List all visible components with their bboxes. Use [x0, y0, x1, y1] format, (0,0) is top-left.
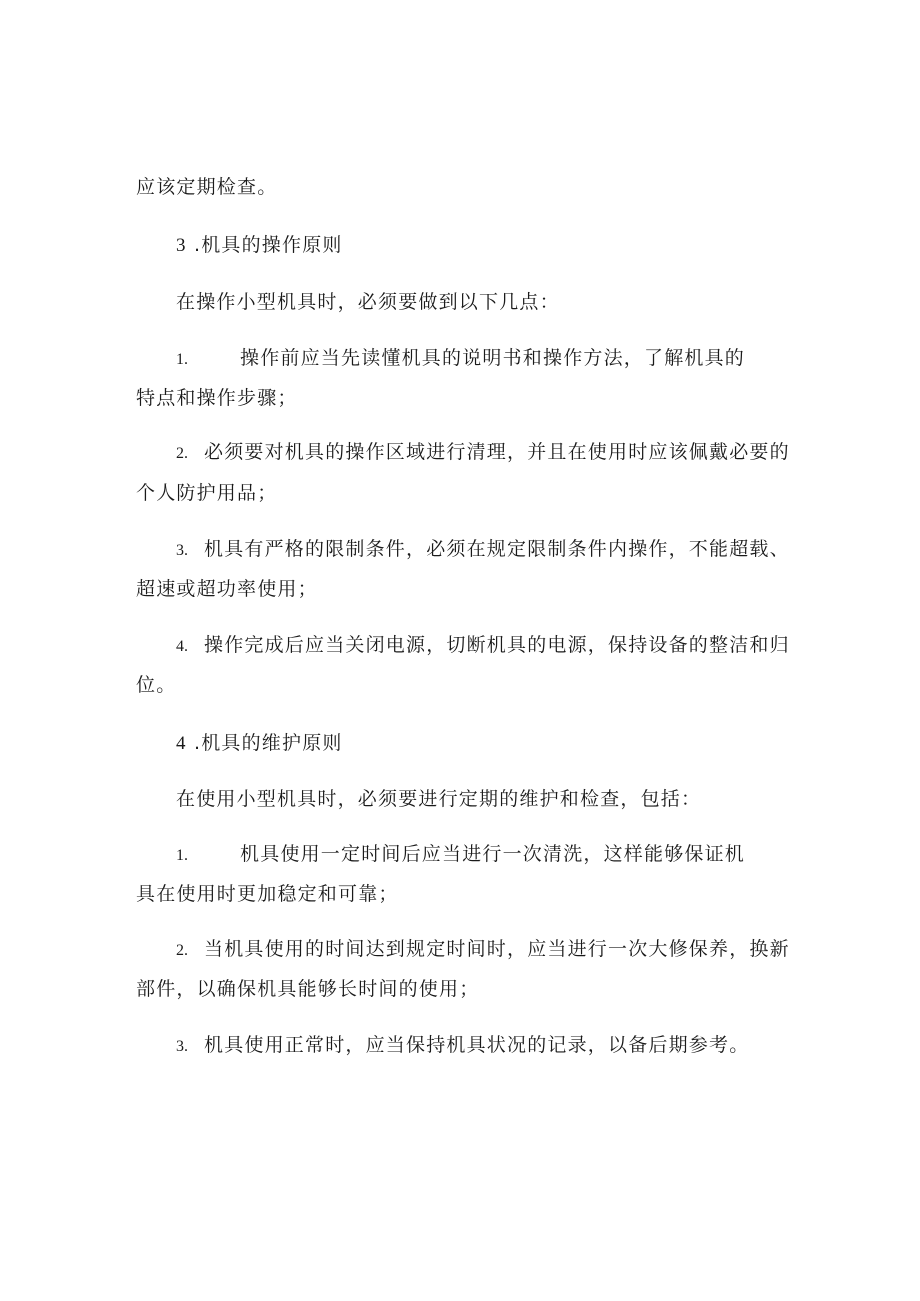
list-number: 4.: [176, 638, 188, 655]
list-number: 3.: [176, 1038, 188, 1055]
section-4-number: 4: [176, 733, 187, 754]
section-3-item-2-cont: 个人防护用品；: [136, 482, 278, 504]
list-item-text: 操作完成后应当关闭电源，切断机具的电源，保持设备的整洁和归: [204, 634, 790, 656]
list-item-text: 必须要对机具的操作区域进行清理，并且在使用时应该佩戴必要的: [204, 441, 790, 463]
list-item-text: 机具使用正常时，应当保持机具状况的记录，以备后期参考。: [204, 1034, 750, 1056]
list-item-text: 机具使用一定时间后应当进行一次清洗，这样能够保证机: [240, 843, 746, 865]
list-item-text: 操作前应当先读懂机具的说明书和操作方法，了解机具的: [240, 347, 746, 369]
section-3-item-3-cont: 超速或超功率使用；: [136, 578, 318, 600]
list-number: 2.: [176, 445, 188, 462]
section-3-item-1: [176, 346, 745, 372]
section-4-item-3: [176, 1033, 749, 1059]
list-item-text: 机具有严格的限制条件，必须在规定限制条件内操作，不能超载、: [204, 538, 790, 560]
section-3-intro: 在操作小型机具时，必须要做到以下几点：: [176, 291, 560, 313]
section-3-item-3: [176, 537, 790, 563]
list-number: 1.: [176, 351, 188, 368]
section-4-heading: [176, 731, 343, 756]
section-3-title: .机具的操作原则: [193, 234, 343, 256]
section-4-item-2: [176, 937, 790, 963]
list-item-text: 当机具使用的时间达到规定时间时，应当进行一次大修保养，换新: [204, 938, 790, 960]
section-4-item-1-cont: 具在使用时更加稳定和可靠；: [136, 883, 399, 905]
list-number: 2.: [176, 942, 188, 959]
section-3-item-1-cont: 特点和操作步骤；: [136, 387, 298, 409]
section-3-number: 3: [176, 235, 187, 256]
list-number: 3.: [176, 542, 188, 559]
section-3-item-4-cont: 位。: [136, 674, 177, 696]
section-3-item-4: [176, 633, 790, 659]
section-4-intro: 在使用小型机具时，必须要进行定期的维护和检查，包括：: [176, 788, 702, 810]
section-3-item-2: [176, 440, 790, 466]
continued-line: 应该定期检查。: [136, 176, 278, 198]
section-3-heading: [176, 233, 343, 258]
list-number: 1.: [176, 847, 188, 864]
section-4-title: .机具的维护原则: [193, 732, 343, 754]
section-4-item-1: [176, 842, 745, 868]
section-4-item-2-cont: 部件，以确保机具能够长时间的使用；: [136, 978, 480, 1000]
